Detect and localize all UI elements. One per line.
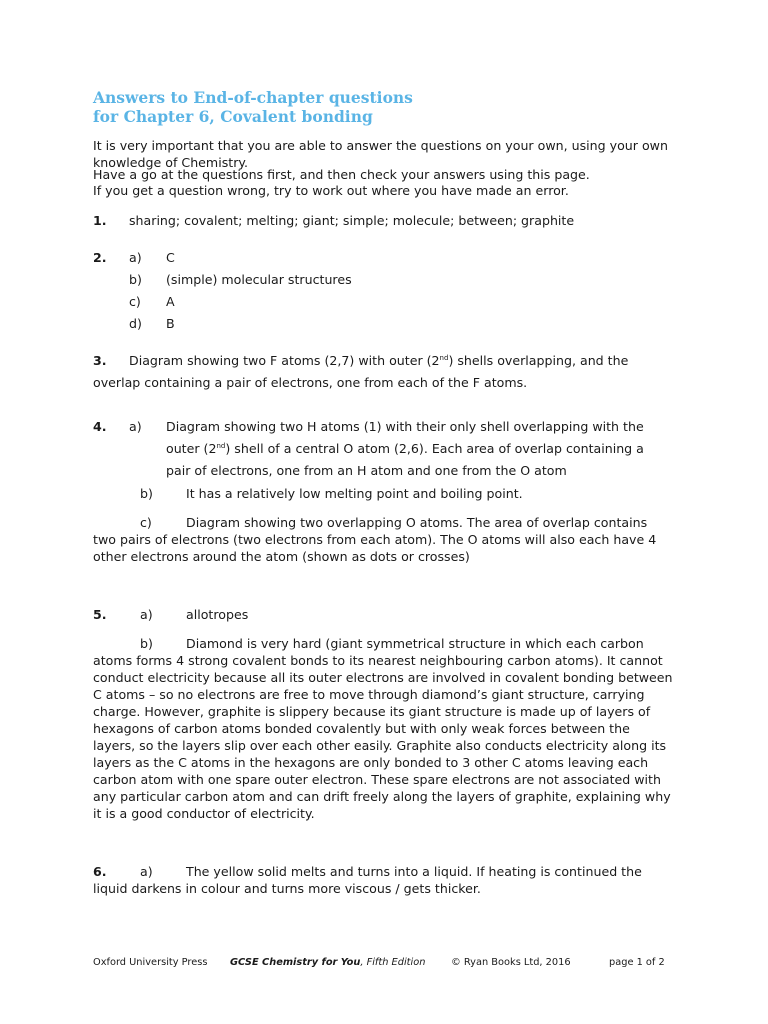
q1-answer: sharing; covalent; melting; giant; simple; molecule; between; graphite: [129, 213, 575, 228]
q6a-line-1: The yellow solid melts and turns into a liquid. If heating is continued the: [186, 864, 642, 879]
q5b-line-1: Diamond is very hard (giant symmetrical structure in which each carbon: [186, 636, 644, 651]
q4a-line-1: Diagram showing two H atoms (1) with their only shell overlapping with the: [166, 419, 644, 434]
footer-book-title: GCSE Chemistry for You: [230, 957, 361, 968]
q5a-label: a): [140, 607, 153, 622]
intro-paragraph-1: It is very important that you are able to answer the questions on your own, using your own knowledge of Chemistry.: [93, 138, 668, 170]
q4c-label: c): [140, 515, 152, 530]
q4b-label: b): [140, 486, 153, 501]
footer-page-number: page 1 of 2: [609, 957, 665, 968]
page-title: [93, 88, 693, 126]
superscript: nd: [439, 353, 449, 362]
q1-number: 1.: [93, 213, 107, 228]
q4a-label: a): [129, 419, 142, 434]
q5b-label: b): [140, 636, 153, 651]
q3-number: 3.: [93, 353, 107, 368]
title-line-2: for Chapter 6, Covalent bonding: [93, 107, 373, 126]
q5a-answer: allotropes: [186, 607, 249, 622]
intro-paragraph-3: If you get a question wrong, try to work out where you have made an error.: [93, 183, 569, 198]
footer-copyright: © Ryan Books Ltd, 2016: [451, 957, 571, 968]
q3-answer-line-2: overlap containing a pair of electrons, one from each of the F atoms.: [93, 375, 528, 390]
q2-part-label: a): [129, 250, 142, 265]
q4-number: 4.: [93, 419, 107, 434]
q2-part-answer: (simple) molecular structures: [166, 272, 352, 287]
superscript: nd: [216, 441, 226, 450]
footer-book: [230, 956, 425, 970]
q6a-line-2: liquid darkens in colour and turns more viscous / gets thicker.: [93, 881, 481, 896]
q2-part-label: c): [129, 294, 141, 309]
intro-paragraph-2: Have a go at the questions first, and then check your answers using this page.: [93, 167, 590, 182]
footer-edition: , Fifth Edition: [360, 957, 426, 968]
q4a-line-3: pair of electrons, one from an H atom and one from the O atom: [166, 463, 567, 478]
q4c-continuation: two pairs of electrons (two electrons from each atom). The O atoms will also each have 4 other electrons around the atom (shown as dots or crosses): [93, 532, 657, 564]
q2-part-label: d): [129, 316, 142, 331]
title-line-1: Answers to End-of-chapter questions: [93, 88, 413, 107]
q5-number: 5.: [93, 607, 107, 622]
q3-answer-line-1: Diagram showing two F atoms (2,7) with outer (2nd) shells overlapping, and the: [129, 353, 629, 368]
q2-part-answer: C: [166, 250, 175, 265]
q2-part-answer: B: [166, 316, 175, 331]
q4b-answer: It has a relatively low melting point and boiling point.: [186, 486, 523, 501]
q2-part-answer: A: [166, 294, 175, 309]
q2-part-label: b): [129, 272, 142, 287]
q4a-line-2: outer (2nd) shell of a central O atom (2,6). Each area of overlap containing a: [166, 441, 644, 456]
q6-number: 6.: [93, 864, 107, 879]
q2-number: 2.: [93, 250, 107, 265]
q6a-label: a): [140, 864, 153, 879]
q4c-line-1: Diagram showing two overlapping O atoms. The area of overlap contains: [186, 515, 648, 530]
q5b-continuation: atoms forms 4 strong covalent bonds to its nearest neighbouring carbon atoms). It cannot conduct electricity because all its outer electrons are involved in covalent bonding between C atoms – so no electrons are free to move through diamond’s giant structure, carrying charge. However, graphite is slippery because its giant structure is made up of layers of hexagons of carbon atoms bonded covalently but with only weak forces between the layers, so the layers slip over each other easily. Graphite also conducts electricity along its layers as the C atoms in the hexagons are only bonded to 3 other C atoms leaving each carbon atom with one spare outer electron. These spare electrons are not associated with any particular carbon atom and can drift freely along the layers of graphite, explaining why it is a good conductor of electricity.: [93, 653, 673, 821]
footer-publisher: Oxford University Press: [93, 957, 208, 968]
